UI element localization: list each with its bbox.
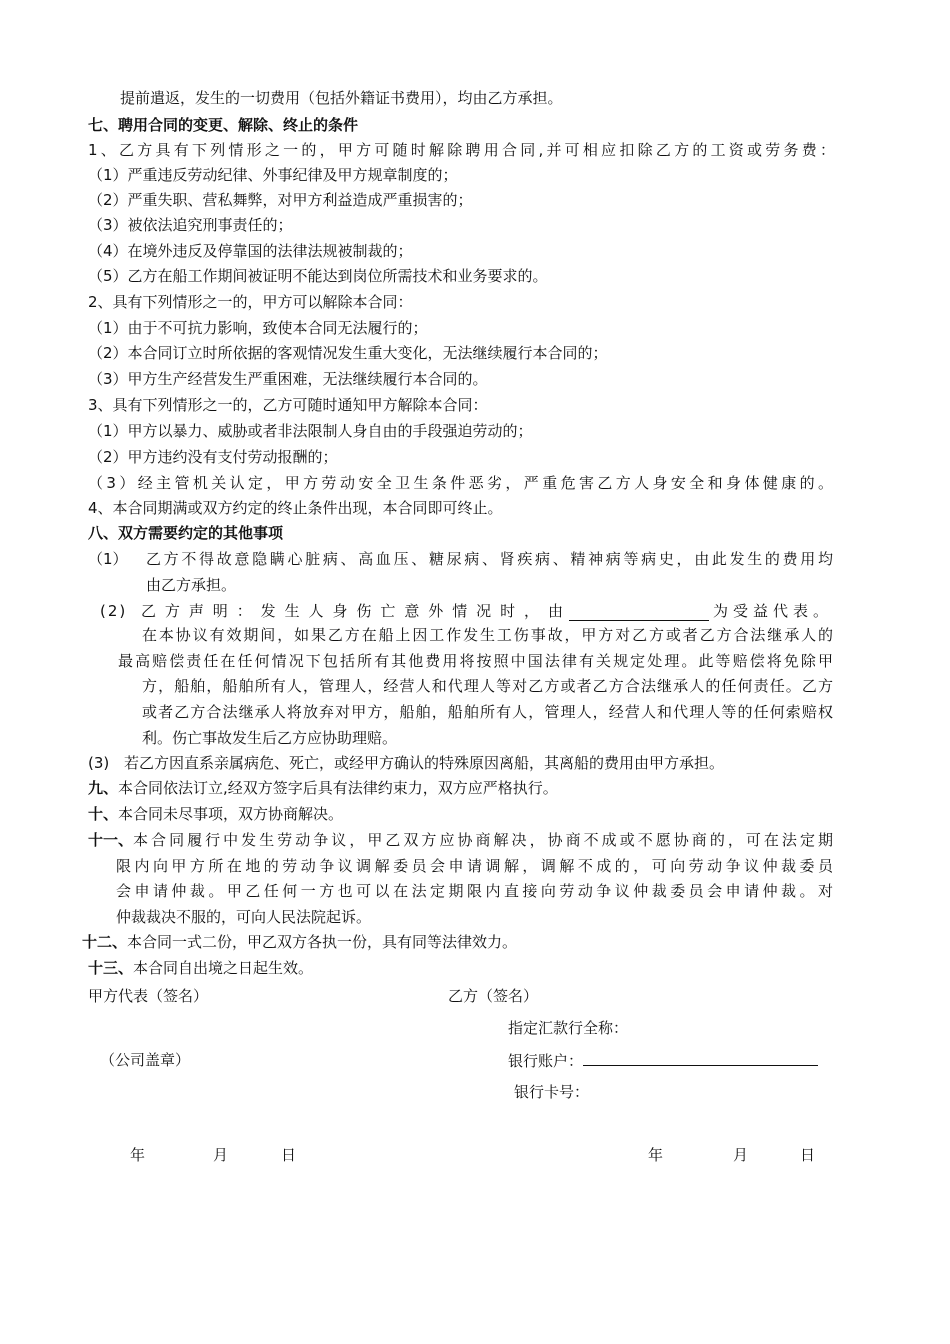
section-number: 十二、 <box>82 933 128 951</box>
section-number: 十一、 <box>88 831 134 849</box>
section-number: 九、 <box>88 779 119 797</box>
item-8-2-line: 利。伤亡事故发生后乙方应协助理赔。 <box>142 729 398 747</box>
list-item: （2）严重失职、营私舞弊，对甲方利益造成严重损害的； <box>88 191 473 209</box>
card-number-label: 银行卡号： <box>514 1083 590 1101</box>
section-11-line: 限内向甲方所在地的劳动争议调解委员会申请调解，调解不成的，可向劳动争议仲裁委员 <box>116 857 833 875</box>
list-item: （1）由于不可抗力影响，致使本合同无法履行的； <box>88 319 428 337</box>
clause-7-4: 4、本合同期满或双方约定的终止条件出现，本合同即可终止。 <box>88 499 503 517</box>
item-8-2-line: 方，船舶，船舶所有人，管理人，经营人和代理人等对乙方或者乙方合法继承人的任何责任。乙方 <box>142 677 833 695</box>
section-text: 本合同自出境之日起生效。 <box>133 959 314 977</box>
date-month-b: 月 <box>733 1146 749 1164</box>
clause-7-3: 3、具有下列情形之一的，乙方可随时通知甲方解除本合同： <box>88 396 488 414</box>
clause-7-2: 2、具有下列情形之一的，甲方可以解除本合同： <box>88 293 413 311</box>
declaration-suffix: 为受益代表。 <box>712 602 833 620</box>
section-8-heading: 八、双方需要约定的其他事项 <box>88 524 284 542</box>
item-8-2-line: 在本协议有效期间，如果乙方在船上因工作发生工伤事故，甲方对乙方或者乙方合法继承人的 <box>142 626 833 644</box>
section-text: 本合同未尽事项，双方协商解决。 <box>118 805 344 823</box>
item-number: （1） <box>88 550 128 568</box>
date-year-b: 年 <box>648 1146 664 1164</box>
item-8-2-line: 或者乙方合法继承人将放弃对甲方，船舶，船舶所有人，管理人，经营人和代理人等的任何索赔权 <box>142 703 833 721</box>
section-text: 本合同一式二份，甲乙双方各执一份，具有同等法律效力。 <box>127 933 518 951</box>
date-month-a: 月 <box>213 1146 229 1164</box>
clause-7-1: 1、乙方具有下列情形之一的，甲方可随时解除聘用合同,并可相应扣除乙方的工资或劳务费： <box>88 141 835 159</box>
list-item: （1）甲方以暴力、威胁或者非法限制人身自由的手段强迫劳动的； <box>88 422 533 440</box>
section-text: 本合同履行中发生劳动争议，甲乙双方应协商解决，协商不成或不愿协商的，可在法定期 <box>133 831 833 849</box>
bank-name-label: 指定汇款行全称： <box>508 1019 629 1037</box>
item-8-2-line: 最高赔偿责任在任何情况下包括所有其他费用将按照中国法律有关规定处理。此等赔偿将免除甲 <box>118 652 833 670</box>
section-10 <box>88 804 343 824</box>
date-year-a: 年 <box>130 1146 146 1164</box>
section-number: 十、 <box>88 805 119 823</box>
section-text: 本合同依法订立,经双方签字后具有法律约束力，双方应严格执行。 <box>118 779 558 797</box>
party-b-signature-label: 乙方（签名） <box>448 987 539 1005</box>
section-11-line: 会申请仲裁。甲乙任何一方也可以在法定期限内直接向劳动争议仲裁委员会申请仲裁。对 <box>116 882 833 900</box>
date-day-b: 日 <box>800 1146 816 1164</box>
list-item: （3）被依法追究刑事责任的； <box>88 216 293 234</box>
item-8-3: 若乙方因直系亲属病危、死亡，或经甲方确认的特殊原因离船，其离船的费用由甲方承担。 <box>124 754 725 772</box>
list-item: （2）本合同订立时所依据的客观情况发生重大变化，无法继续履行本合同的； <box>88 344 608 362</box>
bank-account-label: 银行账户： <box>508 1052 584 1070</box>
section-number: 十三、 <box>88 959 134 977</box>
list-item: （2）甲方违约没有支付劳动报酬的； <box>88 448 338 466</box>
intro-line: 提前遣返，发生的一切费用（包括外籍证书费用），均由乙方承担。 <box>120 89 563 107</box>
declaration-prefix: (2) 乙方声明：发生人身伤亡意外情况时，由 <box>100 602 565 620</box>
section-7-heading: 七、聘用合同的变更、解除、终止的条件 <box>88 116 359 134</box>
list-item: （3）甲方生产经营发生严重困难，无法继续履行本合同的。 <box>88 370 488 388</box>
bank-account-blank[interactable] <box>583 1050 818 1066</box>
item-number: (3) <box>88 754 110 772</box>
section-13 <box>88 958 313 978</box>
list-item: （3）经主管机关认定，甲方劳动安全卫生条件恶劣，严重危害乙方人身安全和身体健康的。 <box>88 474 833 492</box>
item-8-2-declaration <box>100 601 833 621</box>
company-seal-label: （公司盖章） <box>100 1051 191 1069</box>
section-9 <box>88 778 558 798</box>
item-8-1-line: 乙方不得故意隐瞒心脏病、高血压、糖尿病、肾疾病、精神病等病史，由此发生的费用均 <box>146 550 833 568</box>
section-11-line: 仲裁裁决不服的，可向人民法院起诉。 <box>116 908 372 926</box>
section-11 <box>88 830 833 850</box>
party-a-signature-label: 甲方代表（签名） <box>88 987 209 1005</box>
list-item: （4）在境外违反及停靠国的法律法规被制裁的； <box>88 242 413 260</box>
list-item: （1）严重违反劳动纪律、外事纪律及甲方规章制度的； <box>88 166 458 184</box>
beneficiary-blank[interactable] <box>569 605 709 621</box>
date-day-a: 日 <box>281 1146 297 1164</box>
list-item: （5）乙方在船工作期间被证明不能达到岗位所需技术和业务要求的。 <box>88 267 548 285</box>
section-12 <box>82 932 517 952</box>
bank-account-field <box>508 1050 818 1071</box>
item-8-1-line: 由乙方承担。 <box>146 576 237 594</box>
